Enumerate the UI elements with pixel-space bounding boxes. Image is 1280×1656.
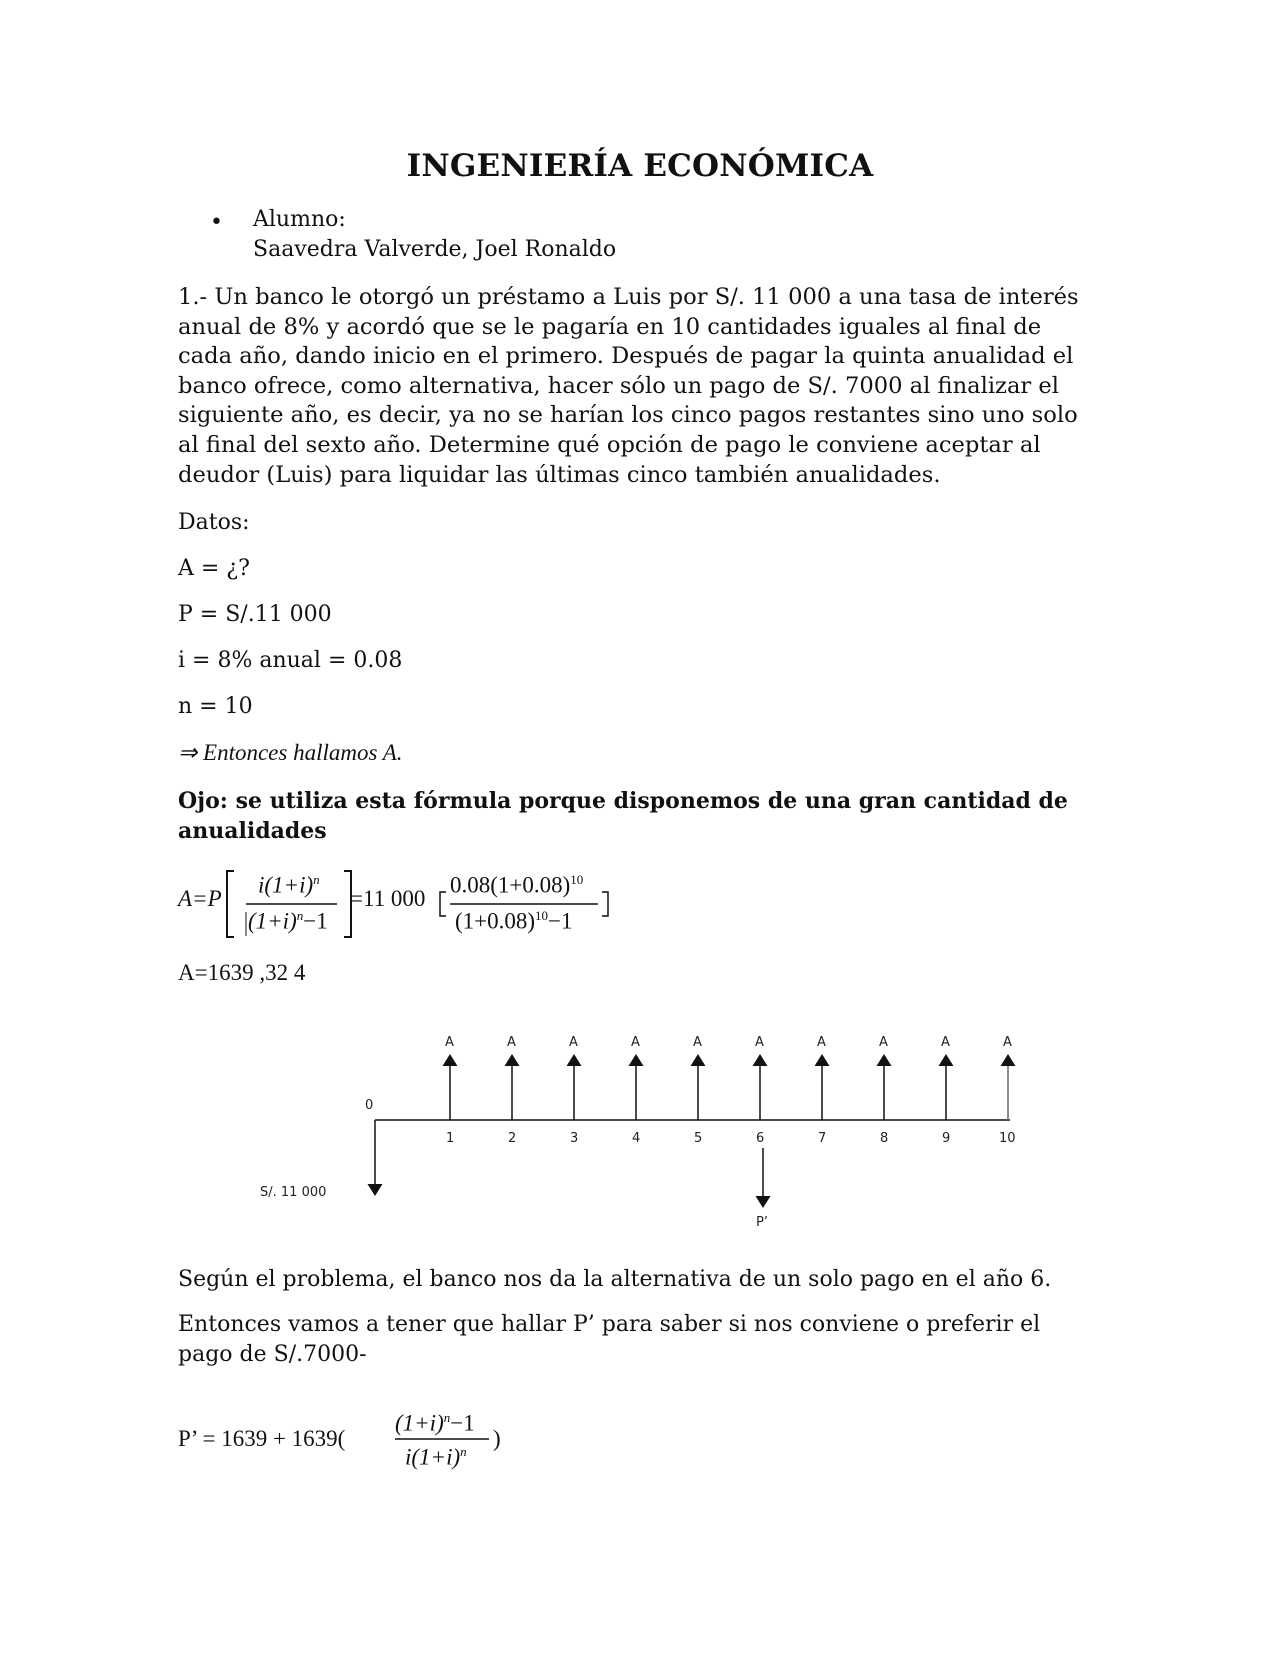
problem-line: siguiente año, es decir, ya no se harían los cinco pagos restantes sino uno solo <box>178 402 1078 429</box>
dato-i: i = 8% anual = 0.08 <box>178 648 403 673</box>
period-label: 3 <box>570 1131 579 1146</box>
datos-label: Datos: <box>178 510 250 535</box>
problem-line: cada año, dando inicio en el primero. Después de pagar la quinta anualidad el <box>178 343 1074 370</box>
period-label: 8 <box>880 1131 889 1146</box>
dato-a: A = ¿? <box>178 556 250 581</box>
period-label: 5 <box>694 1131 703 1146</box>
alumno-label: Alumno: <box>253 207 346 232</box>
annuity-label: A <box>507 1035 516 1050</box>
problem-line: deudor (Luis) para liquidar las últimas cinco también anualidades. <box>178 461 941 488</box>
problem-line: 1.- Un banco le otorgó un préstamo a Luis por S/. 11 000 a una tasa de interés <box>178 284 1079 310</box>
formula1-num2: $0.08(1+0.08)^{10}$ <box>450 872 584 898</box>
annuity-label: A <box>631 1035 640 1050</box>
alumno-name: Saavedra Valverde, Joel Ronaldo <box>253 237 617 262</box>
formula2-den: $i(1+i)^n$ <box>405 1444 467 1470</box>
period-label: 2 <box>508 1131 517 1146</box>
result-a: A=1639 ,32 4 <box>178 960 306 985</box>
p-prime-label: P’ <box>756 1215 768 1230</box>
loan-label: S/. 11 000 <box>260 1185 327 1200</box>
formula1-mid: =11 000 <box>350 886 426 911</box>
formula1-den: $(1+i)^n-1$ <box>248 908 328 934</box>
entonces-line: ⇒ Entonces hallamos A. <box>178 740 403 765</box>
document-title: INGENIERÍA ECONÓMICA <box>406 148 874 184</box>
problem-line: al final del sexto año. Determine qué opción de pago le conviene aceptar al <box>178 431 1041 458</box>
annuity-label: A <box>569 1035 578 1050</box>
period-label: 4 <box>632 1131 641 1146</box>
formula1-num: $i(1+i)^n$ <box>258 872 320 898</box>
zero-label: 0 <box>365 1098 374 1113</box>
ojo-note-line2: anualidades <box>178 818 327 844</box>
entonces2-line1: Entonces vamos a tener que hallar P’ para saber si nos conviene o preferir el <box>178 1312 1041 1337</box>
periods-group <box>445 1035 1016 1146</box>
period-label: 9 <box>942 1131 951 1146</box>
annuity-label: A <box>941 1035 950 1050</box>
period-label: 6 <box>756 1131 765 1146</box>
annuity-label: A <box>817 1035 826 1050</box>
dato-p: P = S/.11 000 <box>178 602 332 627</box>
formula2-num: $(1+i)^n-1$ <box>395 1410 475 1436</box>
period-label: 1 <box>446 1131 455 1146</box>
formula1-lhs: A=P <box>178 886 222 911</box>
annuity-label: A <box>755 1035 764 1050</box>
annuity-label: A <box>1003 1035 1012 1050</box>
entonces2-line2: pago de S/.7000- <box>178 1342 367 1367</box>
cash-flow-diagram <box>250 1030 1030 1230</box>
formula1-den2: $(1+0.08)^{10}-1$ <box>455 908 573 934</box>
formula2-close: ) <box>493 1426 501 1451</box>
problem-line: anual de 8% y acordó que se le pagaría en 10 cantidades iguales al final de <box>178 313 1042 340</box>
bullet-dot: • <box>210 210 223 235</box>
annuity-label: A <box>879 1035 888 1050</box>
annuity-label: A <box>445 1035 454 1050</box>
period-label: 10 <box>999 1131 1016 1146</box>
annuity-label: A <box>693 1035 702 1050</box>
dato-n: n = 10 <box>178 694 253 719</box>
period-label: 7 <box>818 1131 827 1146</box>
ojo-note-line1: Ojo: se utiliza esta fórmula porque disponemos de una gran cantidad de <box>178 788 1068 814</box>
problem-statement <box>178 283 1108 490</box>
formula2-lhs: P’ = 1639 + 1639( <box>178 1426 346 1451</box>
segun-line: Según el problema, el banco nos da la alternativa de un solo pago en el año 6. <box>178 1267 1052 1292</box>
formula2-fraction-bar <box>393 1437 493 1441</box>
problem-line: banco ofrece, como alternativa, hacer sólo un pago de S/. 7000 al finalizar el <box>178 372 1060 399</box>
